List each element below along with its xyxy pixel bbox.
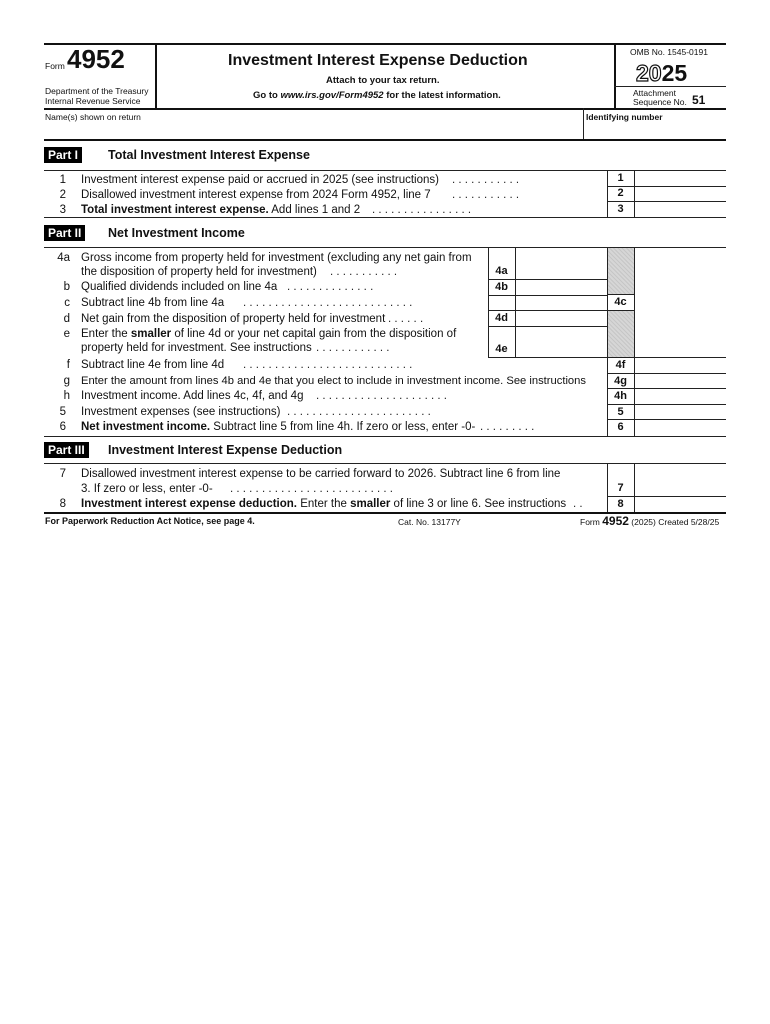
rule-p3-box-right — [634, 463, 635, 512]
line-5-text: Investment expenses (see instructions) — [81, 406, 281, 418]
line-4e-text-2: property held for investment. See instructions — [81, 342, 312, 354]
line-2-dots: . . . . . . . . . . . — [452, 189, 520, 201]
box-4d-label: 4d — [495, 312, 508, 324]
line-4h-amount-field[interactable] — [636, 389, 725, 403]
rule-year-divider — [614, 86, 726, 87]
line-7-dots: . . . . . . . . . . . . . . . . . . . . . . . . . . — [230, 483, 393, 495]
line-8-bold: Investment interest expense deduction. — [81, 498, 298, 510]
line-4b-dots: . . . . . . . . . . . . . . — [287, 281, 374, 293]
line-6-amount-field[interactable] — [636, 420, 725, 435]
rule-header-left — [155, 43, 157, 108]
box-6-label: 6 — [617, 421, 624, 433]
line-3-num: 3 — [59, 204, 66, 216]
box-4c-label: 4c — [614, 296, 627, 308]
line-1-num: 1 — [59, 174, 66, 186]
line-4g-amount-field[interactable] — [636, 374, 725, 387]
line-7-amount-field[interactable] — [636, 465, 725, 495]
line-1-amount-field[interactable] — [636, 171, 725, 185]
box-4g-label: 4g — [614, 375, 627, 387]
line-8-dots: . . — [573, 498, 583, 510]
line-6-text — [81, 420, 475, 434]
box-3-label: 3 — [617, 203, 624, 215]
line-4b-amount-field[interactable] — [517, 281, 606, 294]
line-8-amount-field[interactable] — [636, 497, 725, 511]
line-3-text — [81, 203, 360, 217]
box-4b-label: 4b — [495, 281, 508, 293]
line-3-amount-field[interactable] — [636, 202, 725, 216]
line-5-amount-field[interactable] — [636, 405, 725, 418]
part-3-title: Investment Interest Expense Deduction — [108, 443, 343, 457]
tax-year-solid: 25 — [661, 60, 688, 86]
rule-p1-box-right — [634, 170, 635, 217]
line-4e-smaller: smaller — [130, 328, 172, 340]
line-4f-text: Subtract line 4e from line 4d — [81, 359, 225, 371]
rule-names-bottom — [44, 139, 726, 141]
line-1-dots: . . . . . . . . . . . — [452, 174, 520, 186]
rule-top — [44, 43, 726, 45]
line-4c-amount-field[interactable] — [636, 296, 725, 309]
line-3-rest: Add lines 1 and 2 — [268, 204, 361, 216]
box-8-label: 8 — [617, 498, 624, 510]
line-8-num: 8 — [59, 498, 66, 510]
line-2-amount-field[interactable] — [636, 187, 725, 200]
dept-line-1: Department of the Treasury — [45, 86, 149, 96]
line-5-num: 5 — [59, 406, 66, 418]
line-6-num: 6 — [59, 421, 66, 433]
line-4h-text: Investment income. Add lines 4c, 4f, and 4g — [81, 390, 304, 402]
line-6-rest: Subtract line 5 from line 4h. If zero or less, enter -0- — [210, 421, 476, 433]
line-4g-text: Enter the amount from lines 4b and 4e that you elect to include in investment income. See instructions — [81, 375, 586, 387]
rule-4b-bottom — [488, 295, 607, 296]
line-4c-dots: . . . . . . . . . . . . . . . . . . . . . . . . . . . — [243, 297, 413, 309]
line-4a-num: 4a — [57, 252, 70, 264]
rule-header-bottom — [44, 108, 726, 110]
line-4e-text-1 — [81, 327, 456, 341]
line-4b-num: b — [63, 281, 70, 293]
rule-p2-inner-right — [515, 247, 516, 357]
part-3-label: Part III — [44, 442, 89, 458]
line-4h-dots: . . . . . . . . . . . . . . . . . . . . . — [316, 390, 447, 402]
form-number: 4952 — [67, 44, 125, 74]
box-4e-label: 4e — [495, 343, 508, 355]
line-3-dots: . . . . . . . . . . . . . . . . — [372, 204, 472, 216]
line-4f-amount-field[interactable] — [636, 358, 725, 372]
line-7-text-2: 3. If zero or less, enter -0- — [81, 483, 213, 495]
rule-id-divider — [583, 108, 584, 140]
line-6-dots: . . . . . . . . . — [480, 421, 535, 433]
line-4e-num: e — [63, 328, 70, 340]
line-8-text-b: of line 3 or line 6. See instructions — [390, 498, 567, 510]
names-label: Name(s) shown on return — [45, 112, 141, 122]
line-2-num: 2 — [59, 189, 66, 201]
line-3-bold: Total investment interest expense. — [81, 204, 269, 216]
line-7-num: 7 — [59, 468, 66, 480]
line-4c-num: c — [64, 297, 70, 309]
line-7-text-1: Disallowed investment interest expense to be carried forward to 2026. Subtract line 6 from line — [81, 468, 561, 480]
line-4e-text-1a: Enter the — [81, 328, 131, 340]
form-header — [0, 0, 770, 140]
line-4c-text: Subtract line 4b from line 4a — [81, 297, 225, 309]
line-4a-text-2: the disposition of property held for investment) — [81, 266, 317, 278]
catalog-number: Cat. No. 13177Y — [398, 517, 461, 527]
box-4h-label: 4h — [614, 390, 627, 402]
rule-4e-bottom — [488, 357, 607, 358]
line-4a-text-1: Gross income from property held for investment (excluding any net gain from — [81, 252, 472, 264]
line-6-bold: Net investment income. — [81, 421, 211, 433]
sequence-label: Sequence No. — [633, 97, 687, 107]
line-8-text — [81, 497, 566, 511]
tax-year-outline: 20 — [636, 60, 662, 86]
shaded-area-lower — [608, 311, 634, 357]
footer-created: (2025) Created 5/28/25 — [631, 517, 720, 527]
attach-instruction: Attach to your tax return. — [326, 75, 440, 86]
sequence-number: 51 — [692, 93, 706, 107]
rule-part2-top — [44, 217, 726, 218]
line-4e-amount-field[interactable] — [517, 328, 606, 356]
box-4f-label: 4f — [615, 359, 626, 371]
name-field[interactable] — [46, 122, 578, 138]
goto-prefix: Go to — [253, 90, 281, 101]
line-4g-num: g — [63, 375, 70, 387]
line-4a-amount-field[interactable] — [517, 249, 606, 278]
part-2-title: Net Investment Income — [108, 226, 245, 240]
rule-header-right — [614, 43, 616, 108]
line-4b-text: Qualified dividends included on line 4a — [81, 281, 278, 293]
line-4f-num: f — [66, 359, 70, 371]
attachment-label: Attachment — [633, 88, 676, 98]
goto-instruction — [253, 90, 501, 101]
line-4f-dots: . . . . . . . . . . . . . . . . . . . . . . . . . . . — [243, 359, 413, 371]
box-5-label: 5 — [617, 406, 624, 418]
form-title: Investment Interest Expense Deduction — [228, 52, 528, 69]
line-5-dots: . . . . . . . . . . . . . . . . . . . . . . . — [287, 406, 431, 418]
form-word: Form — [45, 61, 65, 71]
part-2-label: Part II — [44, 225, 85, 241]
rule-4d-bottom — [488, 326, 607, 327]
rule-part3-bottom — [44, 463, 726, 464]
part-1-title: Total Investment Interest Expense — [108, 148, 310, 162]
footer-form-number: 4952 — [602, 514, 629, 528]
box-2-label: 2 — [617, 187, 624, 199]
line-4a-dots: . . . . . . . . . . . — [330, 266, 398, 278]
line-4e-text-1b: of line 4d or your net capital gain from the disposition of — [171, 328, 457, 340]
rule-p2-box-right — [634, 247, 635, 436]
line-8-smaller: smaller — [350, 498, 391, 510]
part-1-label: Part I — [44, 147, 82, 163]
shaded-area-upper — [608, 248, 634, 294]
omb-number: OMB No. 1545-0191 — [630, 47, 708, 57]
line-4d-text: Net gain from the disposition of property held for investment — [81, 313, 386, 325]
line-4d-amount-field[interactable] — [517, 312, 606, 325]
goto-url: www.irs.gov/Form4952 — [280, 90, 384, 101]
tax-year — [636, 60, 687, 86]
line-4d-num: d — [63, 313, 70, 325]
line-4h-num: h — [63, 390, 70, 402]
dept-line-2: Internal Revenue Service — [45, 96, 141, 106]
goto-suffix: for the latest information. — [383, 90, 501, 101]
identifying-number-label: Identifying number — [586, 112, 663, 122]
footer-form-id — [580, 514, 719, 529]
line-1-text: Investment interest expense paid or accrued in 2025 (see instructions) — [81, 174, 439, 186]
box-1-label: 1 — [617, 172, 624, 184]
line-8-text-a: Enter the — [297, 498, 351, 510]
footer-form-word: Form — [580, 517, 600, 527]
identifying-number-field[interactable] — [586, 122, 724, 138]
line-4e-dots: . . . . . . . . . . . . — [316, 342, 390, 354]
paperwork-notice: For Paperwork Reduction Act Notice, see page 4. — [45, 516, 255, 526]
box-4a-label: 4a — [495, 265, 508, 277]
rule-part3-top — [44, 436, 726, 437]
line-2-text: Disallowed investment interest expense from 2024 Form 4952, line 7 — [81, 189, 431, 201]
line-4d-dots: . . . . . . — [388, 313, 424, 325]
box-7-label: 7 — [617, 482, 624, 494]
